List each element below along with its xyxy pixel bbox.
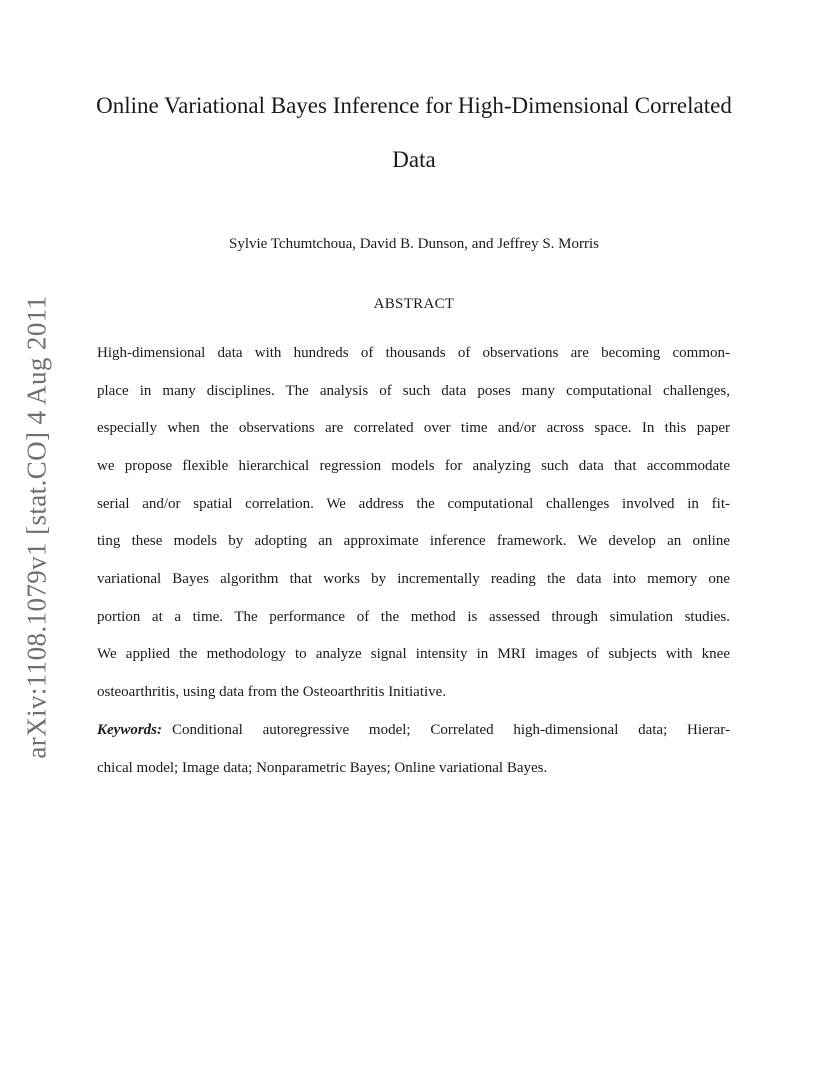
abstract-line: ting these models by adopting an approximate inference framework. We develop an online [97,533,730,549]
keywords-text: Conditional autoregressive model; Correlated high-dimensional data; Hierar- [172,722,730,738]
keywords-line-2: chical model; Image data; Nonparametric Bayes; Online variational Bayes. [97,760,548,776]
paper-title-line-1: Online Variational Bayes Inference for High-Dimensional Correlated [96,93,732,118]
paper-title-line-2: Data [392,147,436,172]
abstract-line: portion at a time. The performance of the method is assessed through simulation studies. [97,609,730,625]
abstract-line: We applied the methodology to analyze signal intensity in MRI images of subjects with knee [97,646,730,662]
abstract-line: osteoarthritis, using data from the Osteoarthritis Initiative. [97,684,447,700]
arxiv-stamp: arXiv:1108.1079v1 [stat.CO] 4 Aug 2011 [21,295,52,759]
abstract-line: variational Bayes algorithm that works by incrementally reading the data into memory one [97,571,730,587]
abstract-line: place in many disciplines. The analysis of such data poses many computational challenges, [97,383,730,399]
abstract-line: High-dimensional data with hundreds of thousands of observations are becoming common- [97,345,730,361]
abstract-line: we propose flexible hierarchical regression models for analyzing such data that accommodate [97,458,730,474]
abstract-heading: ABSTRACT [373,296,455,312]
keywords-label: Keywords: [97,722,162,738]
keywords-line-1 [97,721,730,739]
abstract-line: especially when the observations are correlated over time and/or across space. In this paper [97,420,730,436]
author-list: Sylvie Tchumtchoua, David B. Dunson, and Jeffrey S. Morris [228,236,600,252]
abstract-line: serial and/or spatial correlation. We address the computational challenges involved in fit- [97,496,730,512]
